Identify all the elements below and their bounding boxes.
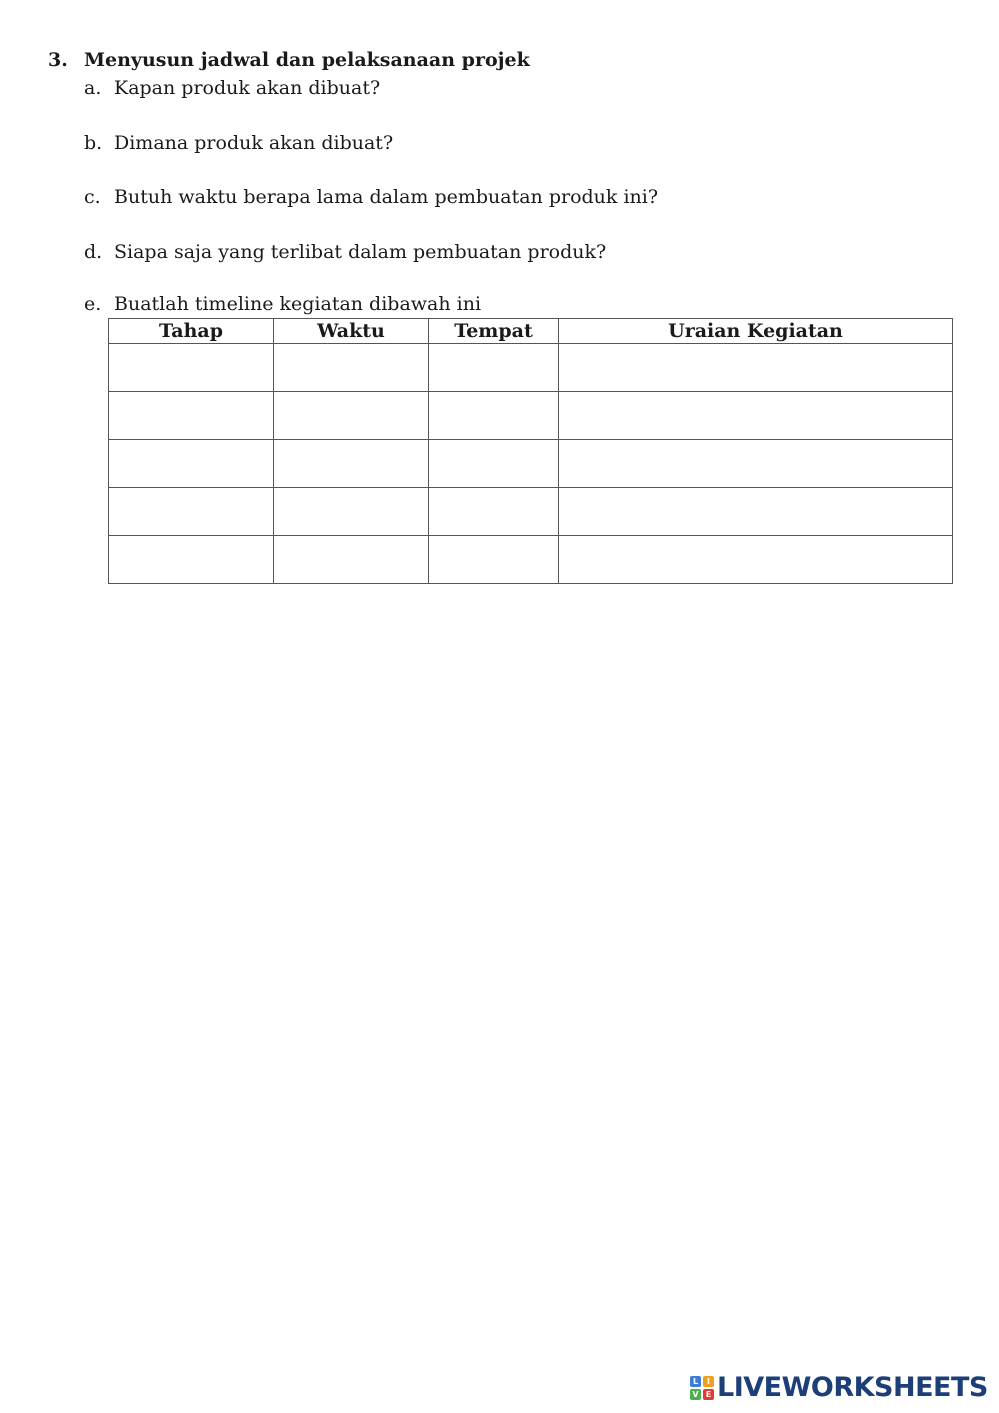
liveworksheets-logo[interactable] — [690, 1373, 988, 1403]
question-text: Dimana produk akan dibuat? — [114, 132, 394, 154]
question-text: Buatlah timeline kegiatan dibawah ini — [114, 293, 482, 315]
table-header-row — [109, 319, 953, 344]
header-tempat: Tempat — [429, 319, 559, 344]
table-row — [109, 344, 953, 392]
table-cell-tempat[interactable] — [429, 392, 559, 440]
table-cell-waktu[interactable] — [274, 488, 429, 536]
table-cell-tahap[interactable] — [109, 392, 274, 440]
question-c — [84, 185, 658, 209]
table-cell-tahap[interactable] — [109, 536, 274, 584]
table-row — [109, 440, 953, 488]
table-cell-tahap[interactable] — [109, 488, 274, 536]
header-tahap: Tahap — [109, 319, 274, 344]
logo-mark-l: L — [690, 1376, 701, 1387]
logo-mark-e: E — [703, 1389, 714, 1400]
table-cell-tahap[interactable] — [109, 440, 274, 488]
table-cell-uraian[interactable] — [559, 344, 953, 392]
table-cell-uraian[interactable] — [559, 392, 953, 440]
section-heading — [48, 48, 530, 72]
table-cell-tempat[interactable] — [429, 536, 559, 584]
section-number: 3. — [48, 49, 68, 71]
table-row — [109, 392, 953, 440]
question-d — [84, 240, 606, 264]
table-cell-tahap[interactable] — [109, 344, 274, 392]
question-e — [84, 292, 481, 316]
question-letter: d. — [84, 241, 103, 263]
table-row — [109, 488, 953, 536]
table-cell-tempat[interactable] — [429, 488, 559, 536]
table-cell-uraian[interactable] — [559, 488, 953, 536]
question-text: Kapan produk akan dibuat? — [114, 77, 381, 99]
table-row — [109, 536, 953, 584]
question-text: Siapa saja yang terlibat dalam pembuatan produk? — [114, 241, 607, 263]
table-cell-tempat[interactable] — [429, 344, 559, 392]
question-text: Butuh waktu berapa lama dalam pembuatan produk ini? — [114, 186, 659, 208]
table-cell-waktu[interactable] — [274, 344, 429, 392]
table-cell-waktu[interactable] — [274, 440, 429, 488]
header-uraian-kegiatan: Uraian Kegiatan — [559, 319, 953, 344]
liveworksheets-mark-icon — [690, 1376, 714, 1400]
table-cell-waktu[interactable] — [274, 536, 429, 584]
table-cell-waktu[interactable] — [274, 392, 429, 440]
section-title: Menyusun jadwal dan pelaksanaan projek — [84, 49, 530, 71]
question-letter: c. — [84, 186, 101, 208]
question-b — [84, 131, 393, 155]
table-cell-uraian[interactable] — [559, 440, 953, 488]
header-waktu: Waktu — [274, 319, 429, 344]
timeline-table — [108, 318, 953, 584]
question-a — [84, 76, 380, 100]
logo-mark-v: V — [690, 1389, 701, 1400]
question-letter: a. — [84, 77, 102, 99]
logo-text: LIVEWORKSHEETS — [717, 1372, 988, 1403]
question-letter: b. — [84, 132, 103, 154]
table-cell-uraian[interactable] — [559, 536, 953, 584]
table-cell-tempat[interactable] — [429, 440, 559, 488]
question-letter: e. — [84, 293, 102, 315]
logo-mark-i: I — [703, 1376, 714, 1387]
